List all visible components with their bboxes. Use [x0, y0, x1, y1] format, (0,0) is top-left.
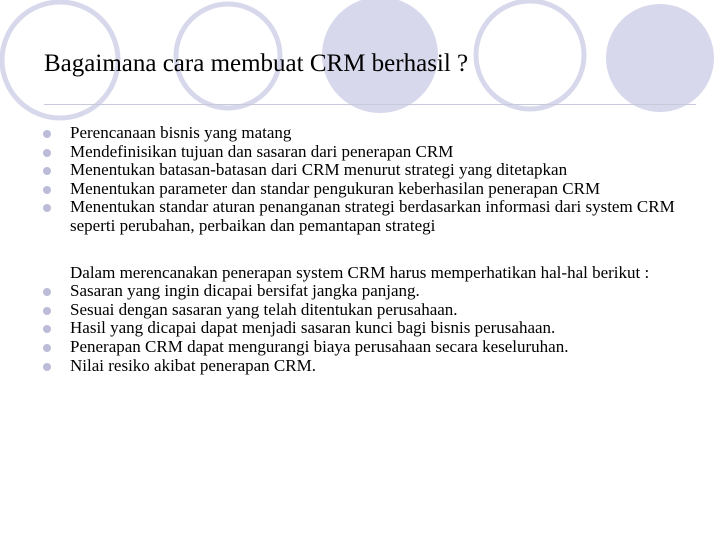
bullet-icon: [43, 204, 51, 212]
list-item: [0, 143, 680, 162]
list-item: [0, 357, 680, 376]
list-item-text: Dalam merencanakan penerapan system CRM harus memperhatikan hal-hal berikut :: [70, 262, 650, 282]
title-divider: [44, 104, 696, 105]
list-item-text: Menentukan standar aturan penanganan strategi berdasarkan informasi dari system CRM seperti perubahan, perbaikan dan pemantapan strategi: [70, 197, 675, 235]
bullet-icon: [43, 130, 51, 138]
list-item-text: Penerapan CRM dapat mengurangi biaya perusahaan secara keseluruhan.: [70, 336, 569, 356]
bullet-list: [0, 124, 720, 375]
decor-circle: [606, 4, 714, 112]
list-item: [0, 124, 680, 143]
list-item-text: Perencanaan bisnis yang matang: [70, 123, 292, 142]
list-item: [0, 180, 680, 199]
bullet-icon: [43, 167, 51, 175]
list-item-text: Sasaran yang ingin dicapai bersifat jangka panjang.: [70, 281, 420, 301]
list-item-text: Menentukan batasan-batasan dari CRM menurut strategi yang ditetapkan: [70, 160, 568, 180]
list-item-text: Mendefinisikan tujuan dan sasaran dari penerapan CRM: [70, 141, 454, 161]
decor-circle: [476, 1, 584, 109]
bullet-icon: [43, 344, 51, 352]
list-item-text: Nilai resiko akibat penerapan CRM.: [70, 355, 316, 375]
list-item: [0, 198, 680, 235]
bullet-icon: [43, 363, 51, 371]
list-item-text: Menentukan parameter dan standar pengukuran keberhasilan penerapan CRM: [70, 178, 601, 198]
list-item: [0, 319, 680, 338]
bullet-icon: [43, 307, 51, 315]
list-spacer: [0, 236, 680, 264]
slide-title: Bagaimana cara membuat CRM berhasil ?: [44, 50, 469, 77]
list-item: [0, 161, 680, 180]
bullet-icon: [43, 149, 51, 157]
bullet-icon: [43, 288, 51, 296]
list-item: [0, 338, 680, 357]
list-intro: [0, 264, 680, 283]
list-item-text: Hasil yang dicapai dapat menjadi sasaran kunci bagi bisnis perusahaan.: [70, 318, 556, 338]
bullet-icon: [43, 325, 51, 333]
list-item-text: Sesuai dengan sasaran yang telah ditentukan perusahaan.: [70, 299, 458, 319]
list-item: [0, 301, 680, 320]
bullet-icon: [43, 186, 51, 194]
list-item: [0, 282, 680, 301]
